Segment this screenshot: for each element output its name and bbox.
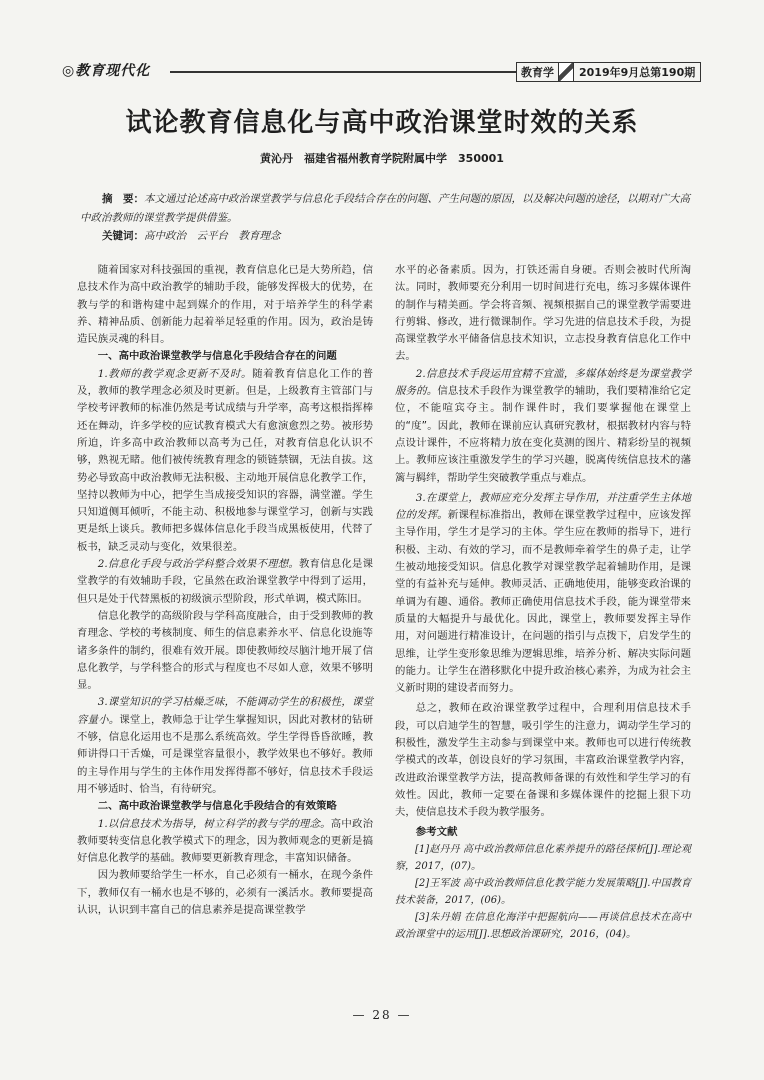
abstract-text: 本文通过论述高中政治课堂教学与信息化手段结合存在的问题、产生问题的原因，以及解决问题的途径，以期对广大高中政治教师的课堂教学提供借鉴。 bbox=[80, 193, 690, 224]
section-heading-1: 一、高中政治课堂教学与信息化手段结合存在的问题 bbox=[97, 350, 337, 363]
paragraph: 2.信息化手段与政治学科整合效果不理想。教育信息化是课堂教学的有效辅助手段，它虽然在政治课堂教学中得到了运用，但只是处于代替黑板的初级演示型阶段，形式单调，模式陈旧。 bbox=[77, 558, 373, 605]
section-heading-2: 二、高中政治课堂教学与信息化手段结合的有效策略 bbox=[97, 800, 337, 813]
right-column bbox=[395, 262, 691, 943]
paragraph: 信息化教学的高级阶段与学科高度融合，由于受到教师的教育理念、学校的考核制度、师生的信息素养水平、信息化设施等诸多条件的制约，很难有效开展。即使教师绞尽脑汁地开展了信息化教学，与学科整合的形式与程度也不尽如人意，效果不够明显。 bbox=[77, 609, 373, 692]
intro-paragraph: 随着国家对科技强国的重视，教育信息化已是大势所趋，信息技术作为高中政治教学的辅助手段，能够发挥极大的优势，在教与学的和谐构建中起到媒介的作用，对于培养学生的科学素养、精神品质、创新能力起着举足轻重的作用。因为，政治是铸造民族灵魂的科目。 bbox=[77, 264, 373, 346]
paragraph: 3.课堂知识的学习枯燥乏味，不能调动学生的积极性，课堂容量小。课堂上，教师急于让学生掌握知识，因此对教材的钻研不够，信息化运用也不是那么系统高效。学生学得昏昏欲睡，教师讲得口干舌燥，可是课堂容量很小，教学效果也不够好。教师的主导作用与学生的主体作用发挥得都不够好，信息技术手段运用不够适时、恰当，有待研究。 bbox=[77, 696, 373, 795]
article-title: 试论教育信息化与高中政治课堂时效的关系 bbox=[125, 108, 639, 138]
issue-label: 2019年9月总第190期 bbox=[579, 66, 696, 79]
reference-item: [2]王军波 高中政治教师信息化教学能力发展策略[J].中国教育技术装备，2017，(06)。 bbox=[395, 877, 691, 906]
paragraph: 1.以信息技术为指导，树立科学的教与学的理念。高中政治教师要转变信息化教学模式下的理念，因为教师观念的更新是搞好信息化教学的基础。教师要更新教育理念，丰富知识储备。 bbox=[77, 817, 373, 865]
keywords-text: 高中政治 云平台 教育理念 bbox=[144, 230, 281, 242]
header-rule bbox=[170, 71, 516, 73]
page-number: — 28 — bbox=[352, 1008, 412, 1022]
author-affiliation: 黄沁丹 福建省福州教育学院附属中学 350001 bbox=[260, 152, 504, 165]
paragraph: 水平的必备素质。因为，打铁还需自身硬。否则会被时代所淘汰。同时，教师要充分利用一切时间进行充电，练习多媒体课件的制作与精美画。学会将音频、视频根据自己的课堂教学需要进行剪辑、修改，进行微课制作。学习先进的信息技术手段，为提高课堂教学水平储备信息技术知识，立志投身教育信息化工作中去。 bbox=[395, 264, 691, 363]
paragraph: 1.教师的教学观念更新不及时。随着教育信息化工作的普及，教师的教学理念必须及时更新。但是，上级教育主管部门与学校考评教师的标准仍然是考试成绩与升学率，高考这根指挥棒还在舞动，许多学校的应试教育模式大有愈演愈烈之势。被形势所迫，许多高中政治教师以高考为己任，对教育信息化认识不够，熟视无睹。他们被传统教育理念的锁链禁锢，无法自拔。这势必导致高中政治教师无法积极、主动地开展信息化教学工作，坚持以教师为中心，把学生当成接受知识的容器，满堂灌。学生只知道侧耳倾听，不能主动、积极地参与课堂学习，创新与实践更是纸上谈兵。教师把多媒体信息化手段当成黑板使用，代替了板书，缺乏灵动与变化，效果很差。 bbox=[77, 367, 374, 553]
conclusion-paragraph: 总之，教师在政治课堂教学过程中，合理利用信息技术手段，可以启迪学生的智慧，吸引学生的注意力，调动学生学习的积极性，激发学生主动参与到课堂中来。教师也可以进行传统教学模式的改革，创设良好的学习氛围，丰富政治课堂教学内容，改进政治课堂教学方法，提高教师备课的有效性和学生学习的有效性。因此，教师一定要在备课和多媒体课件的挖掘上狠下功夫，使信息技术手段为教学服务。 bbox=[395, 702, 691, 819]
reference-item: [1]赵丹丹 高中政治教师信息化素养提升的路径探析[J].理论观察，2017，(07)。 bbox=[395, 843, 691, 872]
journal-name: ◎教育现代化 bbox=[62, 63, 151, 79]
section-label: 教育学 bbox=[521, 66, 554, 79]
paragraph: 3.在课堂上，教师应充分发挥主导作用，并注重学生主体地位的发挥。新课程标准指出，教师在课堂教学过程中，应该发挥主导作用，学生才是学习的主体。学生应在教师的指导下，进行积极、主动、有效的学习，而不是教师牵着学生的鼻子走，让学生被动地接受知识。信息化教学对课堂教学起着辅助作用，是课堂的有益补充与延伸。教师灵活、正确地使用，能够变政治课的单调为有趣、通俗。教师正确使用信息技术手段，能为课堂带来质量的大幅提升与最优化。因此，课堂上，教师要发挥主导作用，对问题进行精准设计，在问题的指引与点拨下，启发学生的思维，让学生变形象思维为逻辑思维，培养分析、解决实际问题的能力。让学生在潜移默化中提升政治核心素养，为成为社会主义新时期的建设者而努力。 bbox=[395, 491, 691, 695]
abstract-label: 摘 要： bbox=[102, 193, 144, 205]
abstract bbox=[80, 190, 690, 228]
references-title: 参考文献 bbox=[415, 825, 458, 838]
reference-item: [3]朱丹娟 在信息化海洋中把握航向——再谈信息技术在高中政治课堂中的运用[J].思想政治课研究，2016，(04)。 bbox=[395, 911, 691, 940]
issue-box bbox=[516, 62, 701, 82]
paragraph: 2.信息技术手段运用宜精不宜滥，多媒体始终是为课堂教学服务的。信息技术手段作为课堂教学的辅助，我们要精准给它定位，不能喧宾夺主。制作课件时，我们要掌握他在课堂上的“度”。因此，教师在课前应认真研究教材，根据教材内容与特点设计课件，不应将精力放在变化莫测的图片、精彩纷呈的视频上。教师应该注重激发学生的学习兴趣，脱离传统信息技术的藩篱与羁绊，帮助学生突破教学重点与难点。 bbox=[395, 367, 691, 484]
keywords-label: 关键词： bbox=[102, 230, 144, 242]
keywords bbox=[102, 228, 281, 243]
left-column bbox=[77, 262, 373, 919]
slash-divider-icon bbox=[558, 63, 574, 81]
paragraph: 因为教师要给学生一杯水，自己必须有一桶水，在现今条件下，教师仅有一桶水也是不够的，必须有一溪活水。教师要提高认识，认识到丰富自己的信息素养是提高课堂教学 bbox=[77, 869, 373, 916]
